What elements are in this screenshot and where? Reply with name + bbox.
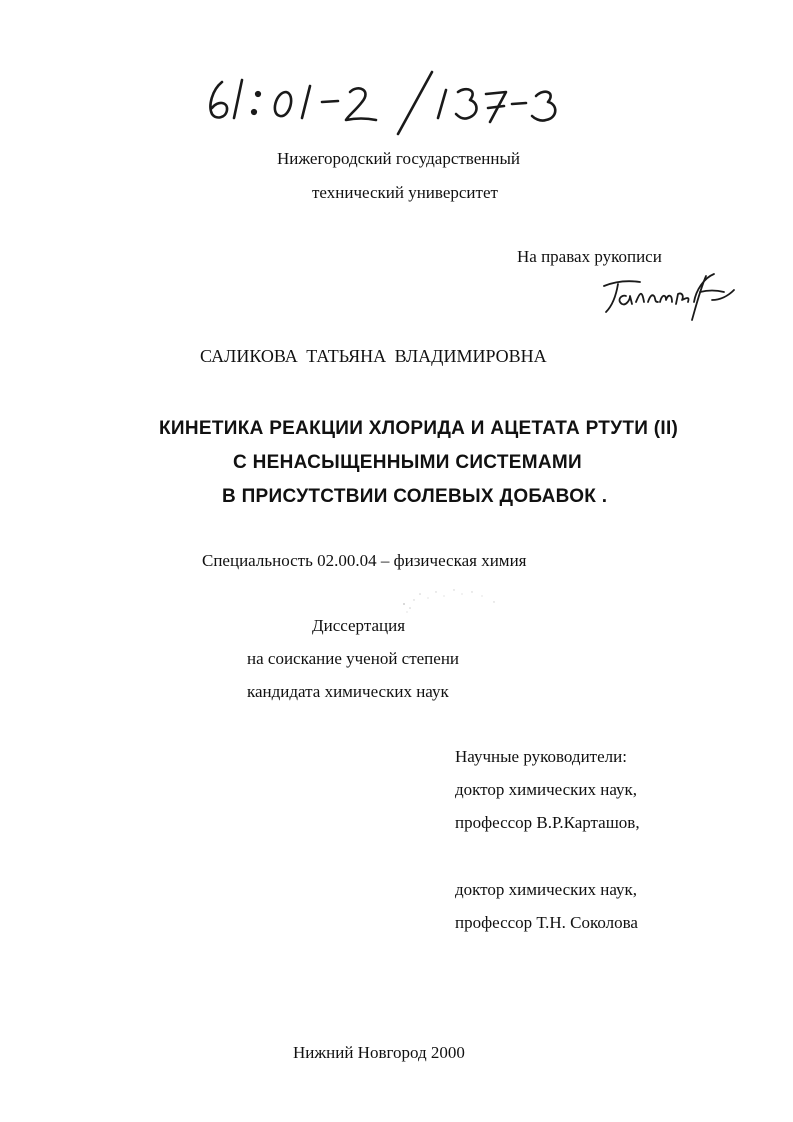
author-signature bbox=[596, 266, 742, 324]
title-line-2: С НЕНАСЫЩЕННЫМИ СИСТЕМАМИ bbox=[233, 452, 582, 473]
institution-line-2: технический университет bbox=[312, 183, 498, 202]
svg-text:61:01-2/137-3: 61:01-2/137-3 bbox=[200, 68, 260, 69]
dissertation-line-3: кандидата химических наук bbox=[247, 682, 449, 701]
supervisor-1-name: профессор В.Р.Карташов, bbox=[455, 813, 640, 832]
institution-line-1: Нижегородский государственный bbox=[277, 149, 520, 168]
title-line-1: КИНЕТИКА РЕАКЦИИ ХЛОРИДА И АЦЕТАТА РТУТИ (II) bbox=[159, 418, 679, 439]
dissertation-line-2: на соискание ученой степени bbox=[247, 649, 460, 668]
rights-note: На правах рукописи bbox=[517, 247, 662, 266]
supervisor-2-name: профессор Т.Н. Соколова bbox=[455, 913, 638, 932]
title-line-3: В ПРИСУТСТВИИ СОЛЕВЫХ ДОБАВОК . bbox=[222, 486, 608, 507]
place-year: Нижний Новгород 2000 bbox=[293, 1043, 465, 1062]
archive-code-handwriting bbox=[200, 68, 580, 138]
supervisor-2-degree: доктор химических наук, bbox=[455, 880, 638, 899]
supervisor-1-degree: доктор химических наук, bbox=[455, 780, 638, 799]
signature-handwriting bbox=[596, 266, 742, 324]
scan-noise bbox=[398, 586, 508, 616]
author-name: САЛИКОВА ТАТЬЯНА ВЛАДИМИРОВНА bbox=[200, 346, 547, 366]
specialty: Специальность 02.00.04 – физическая химия bbox=[202, 551, 527, 570]
archive-code bbox=[200, 68, 580, 138]
supervisors-heading: Научные руководители: bbox=[455, 747, 627, 766]
dissertation-line-1: Диссертация bbox=[312, 616, 406, 635]
svg-text:Саликов: Саликов bbox=[596, 266, 600, 267]
